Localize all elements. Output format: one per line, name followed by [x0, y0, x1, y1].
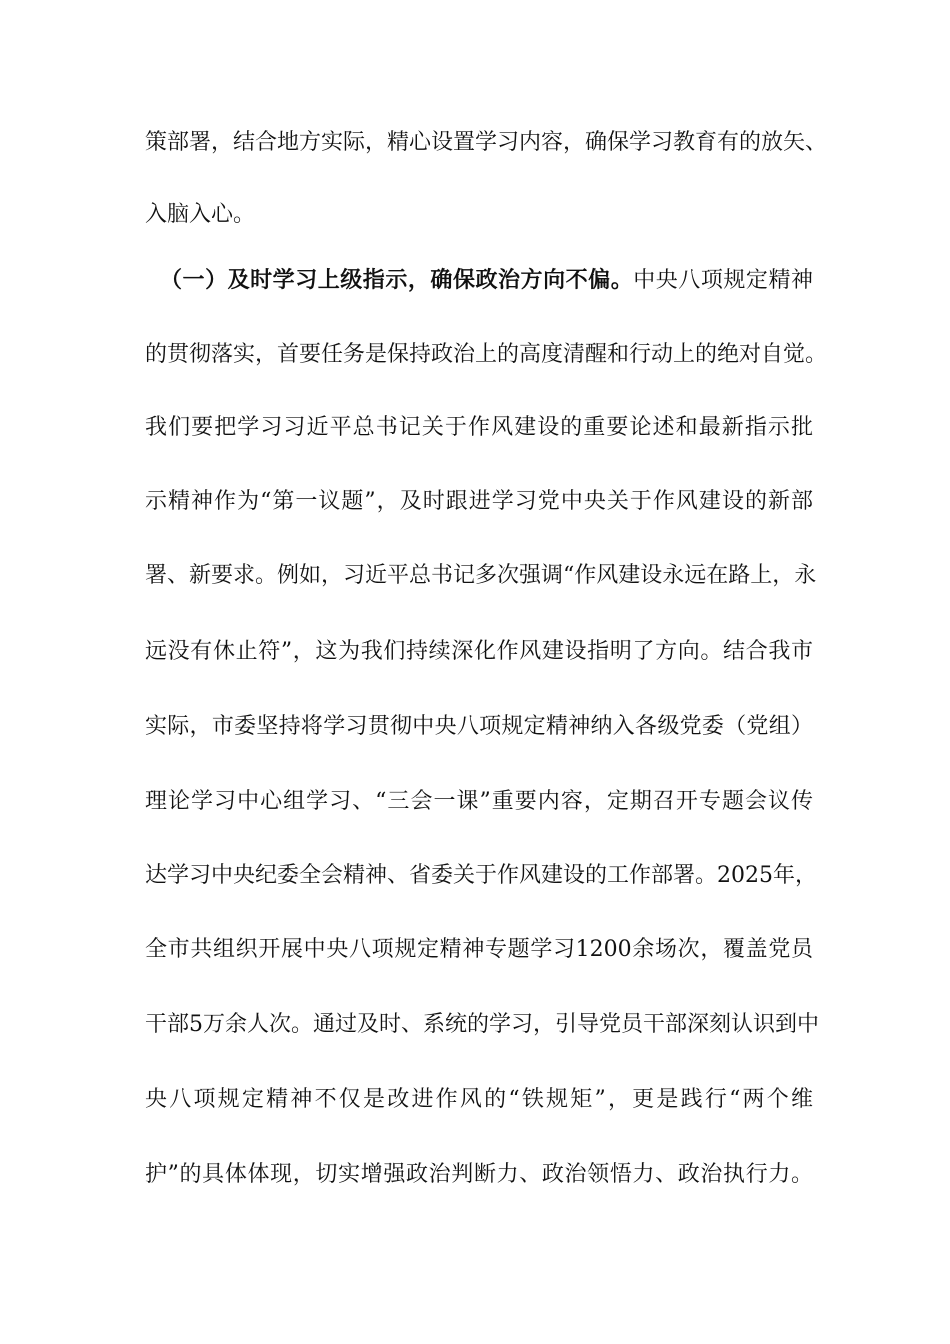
paragraph-line: 护”的具体体现，切实增强政治判断力、政治领悟力、政治执行力。 [145, 1162, 813, 1187]
paragraph-line: 远没有休止符”，这为我们持续深化作风建设指明了方向。结合我市 [145, 639, 813, 664]
heading-continuation: 中央八项规定精神 [633, 268, 813, 293]
section-heading: （一）及时学习上级指示，确保政治方向不偏。 [160, 267, 634, 293]
paragraph-line: 的贯彻落实，首要任务是保持政治上的高度清醒和行动上的绝对自觉。 [145, 342, 828, 367]
paragraph-line: 署、新要求。例如，习近平总书记多次强调“作风建设永远在路上，永 [145, 563, 817, 588]
paragraph-line: 达学习中央纪委全会精神、省委关于作风建设的工作部署。2025年， [145, 863, 817, 888]
paragraph-line: 入脑入心。 [145, 202, 256, 227]
paragraph-line: 全市共组织开展中央八项规定精神专题学习1200余场次，覆盖党员 [145, 937, 813, 962]
paragraph-line: 策部署，结合地方实际，精心设置学习内容，确保学习教育有的放矢、 [145, 130, 828, 155]
paragraph-line: 示精神作为“第一议题”，及时跟进学习党中央关于作风建设的新部 [145, 489, 813, 514]
paragraph-line: 干部5万余人次。通过及时、系统的学习，引导党员干部深刻认识到中 [145, 1012, 819, 1037]
paragraph-line: 实际，市委坚持将学习贯彻中央八项规定精神纳入各级党委（党组） [145, 714, 813, 739]
section-heading-line [160, 265, 813, 296]
paragraph-line: 央八项规定精神不仅是改进作风的“铁规矩”，更是践行“两个维 [145, 1087, 813, 1112]
paragraph-line: 我们要把学习习近平总书记关于作风建设的重要论述和最新指示批 [145, 415, 813, 440]
paragraph-line: 理论学习中心组学习、“三会一课”重要内容，定期召开专题会议传 [145, 789, 813, 814]
